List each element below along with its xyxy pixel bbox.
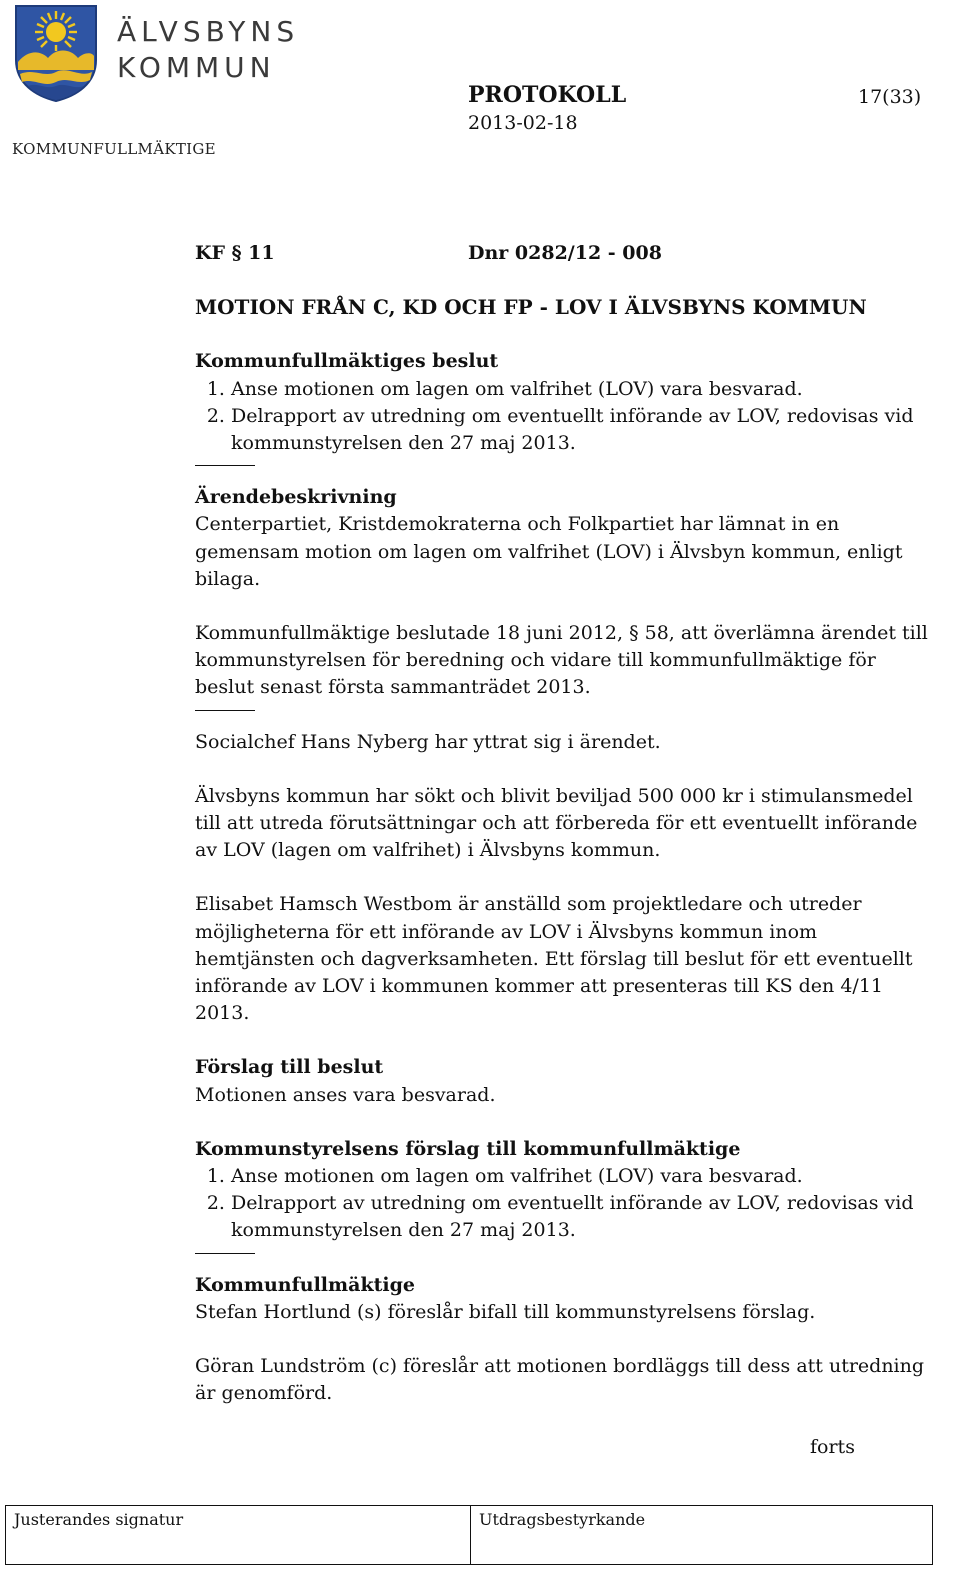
registration-number: Dnr 0282/12 - 008 [468,242,662,264]
description-paragraph: Centerpartiet, Kristdemokraterna och Folkpartiet har lämnat in en gemensam motion om lagen om valfrihet (LOV) i Älvsbyn kommun, enligt bilaga. [195,513,903,590]
continued-marker: forts [810,1436,855,1458]
council-decision-heading: Kommunfullmäktiges beslut [195,350,499,373]
statement-paragraph: Socialchef Hans Nyberg har yttrat sig i ärendet. [195,730,661,753]
case-reference [195,240,930,267]
municipality-name-line2: KOMMUN [117,51,276,84]
board-proposal-heading: Kommunstyrelsens förslag till kommunfullmäktige [195,1137,741,1160]
municipality-name [117,14,299,86]
certification-cell [471,1506,932,1564]
certification-label: Utdragsbestyrkande [479,1510,646,1529]
decision-item: 2. Delrapport av utredning om eventuellt införande av LOV, redovisas vid kommunstyrelsen den 27 maj 2013. [231,403,930,457]
description-paragraph: Kommunfullmäktige beslutade 18 juni 2012, § 58, att överlämna ärendet till kommunstyrelsen för beredning och vidare till kommunfullmäktige för beslut senast första sammanträdet 2013. [195,622,928,699]
council-decision-list [195,376,930,458]
decision-item: 1. Anse motionen om lagen om valfrihet (LOV) vara besvarad. [231,376,930,403]
issuing-unit: KOMMUNFULLMÄKTIGE [12,140,216,158]
proposal-item: 1. Anse motionen om lagen om valfrihet (LOV) vara besvarad. [231,1163,930,1190]
proposal-text: Motionen anses vara besvarad. [195,1083,496,1106]
council-heading: Kommunfullmäktige [195,1273,415,1296]
coat-of-arms-icon [14,4,98,106]
protocol-body [195,240,930,1435]
case-title: MOTION FRÅN C, KD OCH FP - LOV I ÄLVSBYNS KOMMUN [195,295,867,320]
signature-label: Justerandes signatur [14,1510,184,1529]
statement-paragraph: Älvsbyns kommun har sökt och blivit beviljad 500 000 kr i stimulansmedel till att utreda förutsättningar och att förbereda för ett eventuellt införande av LOV (lagen om valfrihet) i Älvsbyns kommun. [195,784,918,862]
statement-paragraph: Elisabet Hamsch Westbom är anställd som projektledare och utreder möjligheterna för ett införande av LOV i Älvsbyns kommun inom hemtjänsten och dagverksamheten. Ett förslag till beslut för ett eventuellt införande av LOV i kommunen kommer att presenteras till KS den 4/11 2013. [195,893,913,1025]
proposal-item: 2. Delrapport av utredning om eventuellt införande av LOV, redovisas vid kommunstyrelsen den 27 maj 2013. [231,1190,930,1244]
signature-cell [6,1506,471,1564]
section-divider [195,1253,255,1254]
council-paragraph: Göran Lundström (c) föreslår att motionen bordläggs till dess att utredning är genomförd. [195,1355,925,1405]
document-date: 2013-02-18 [468,112,578,134]
board-proposal-list [195,1163,930,1245]
council-paragraph: Stefan Hortlund (s) föreslår bifall till kommunstyrelsens förslag. [195,1300,816,1323]
section-divider [195,465,255,466]
page-number: 17(33) [858,86,922,108]
proposal-heading: Förslag till beslut [195,1056,384,1079]
document-type: PROTOKOLL [468,82,627,108]
section-divider [195,710,255,711]
signature-table [5,1505,933,1565]
municipality-name-line1: ÄLVSBYNS [117,15,300,48]
section-number: KF § 11 [195,242,275,264]
description-heading: Ärendebeskrivning [195,486,397,509]
